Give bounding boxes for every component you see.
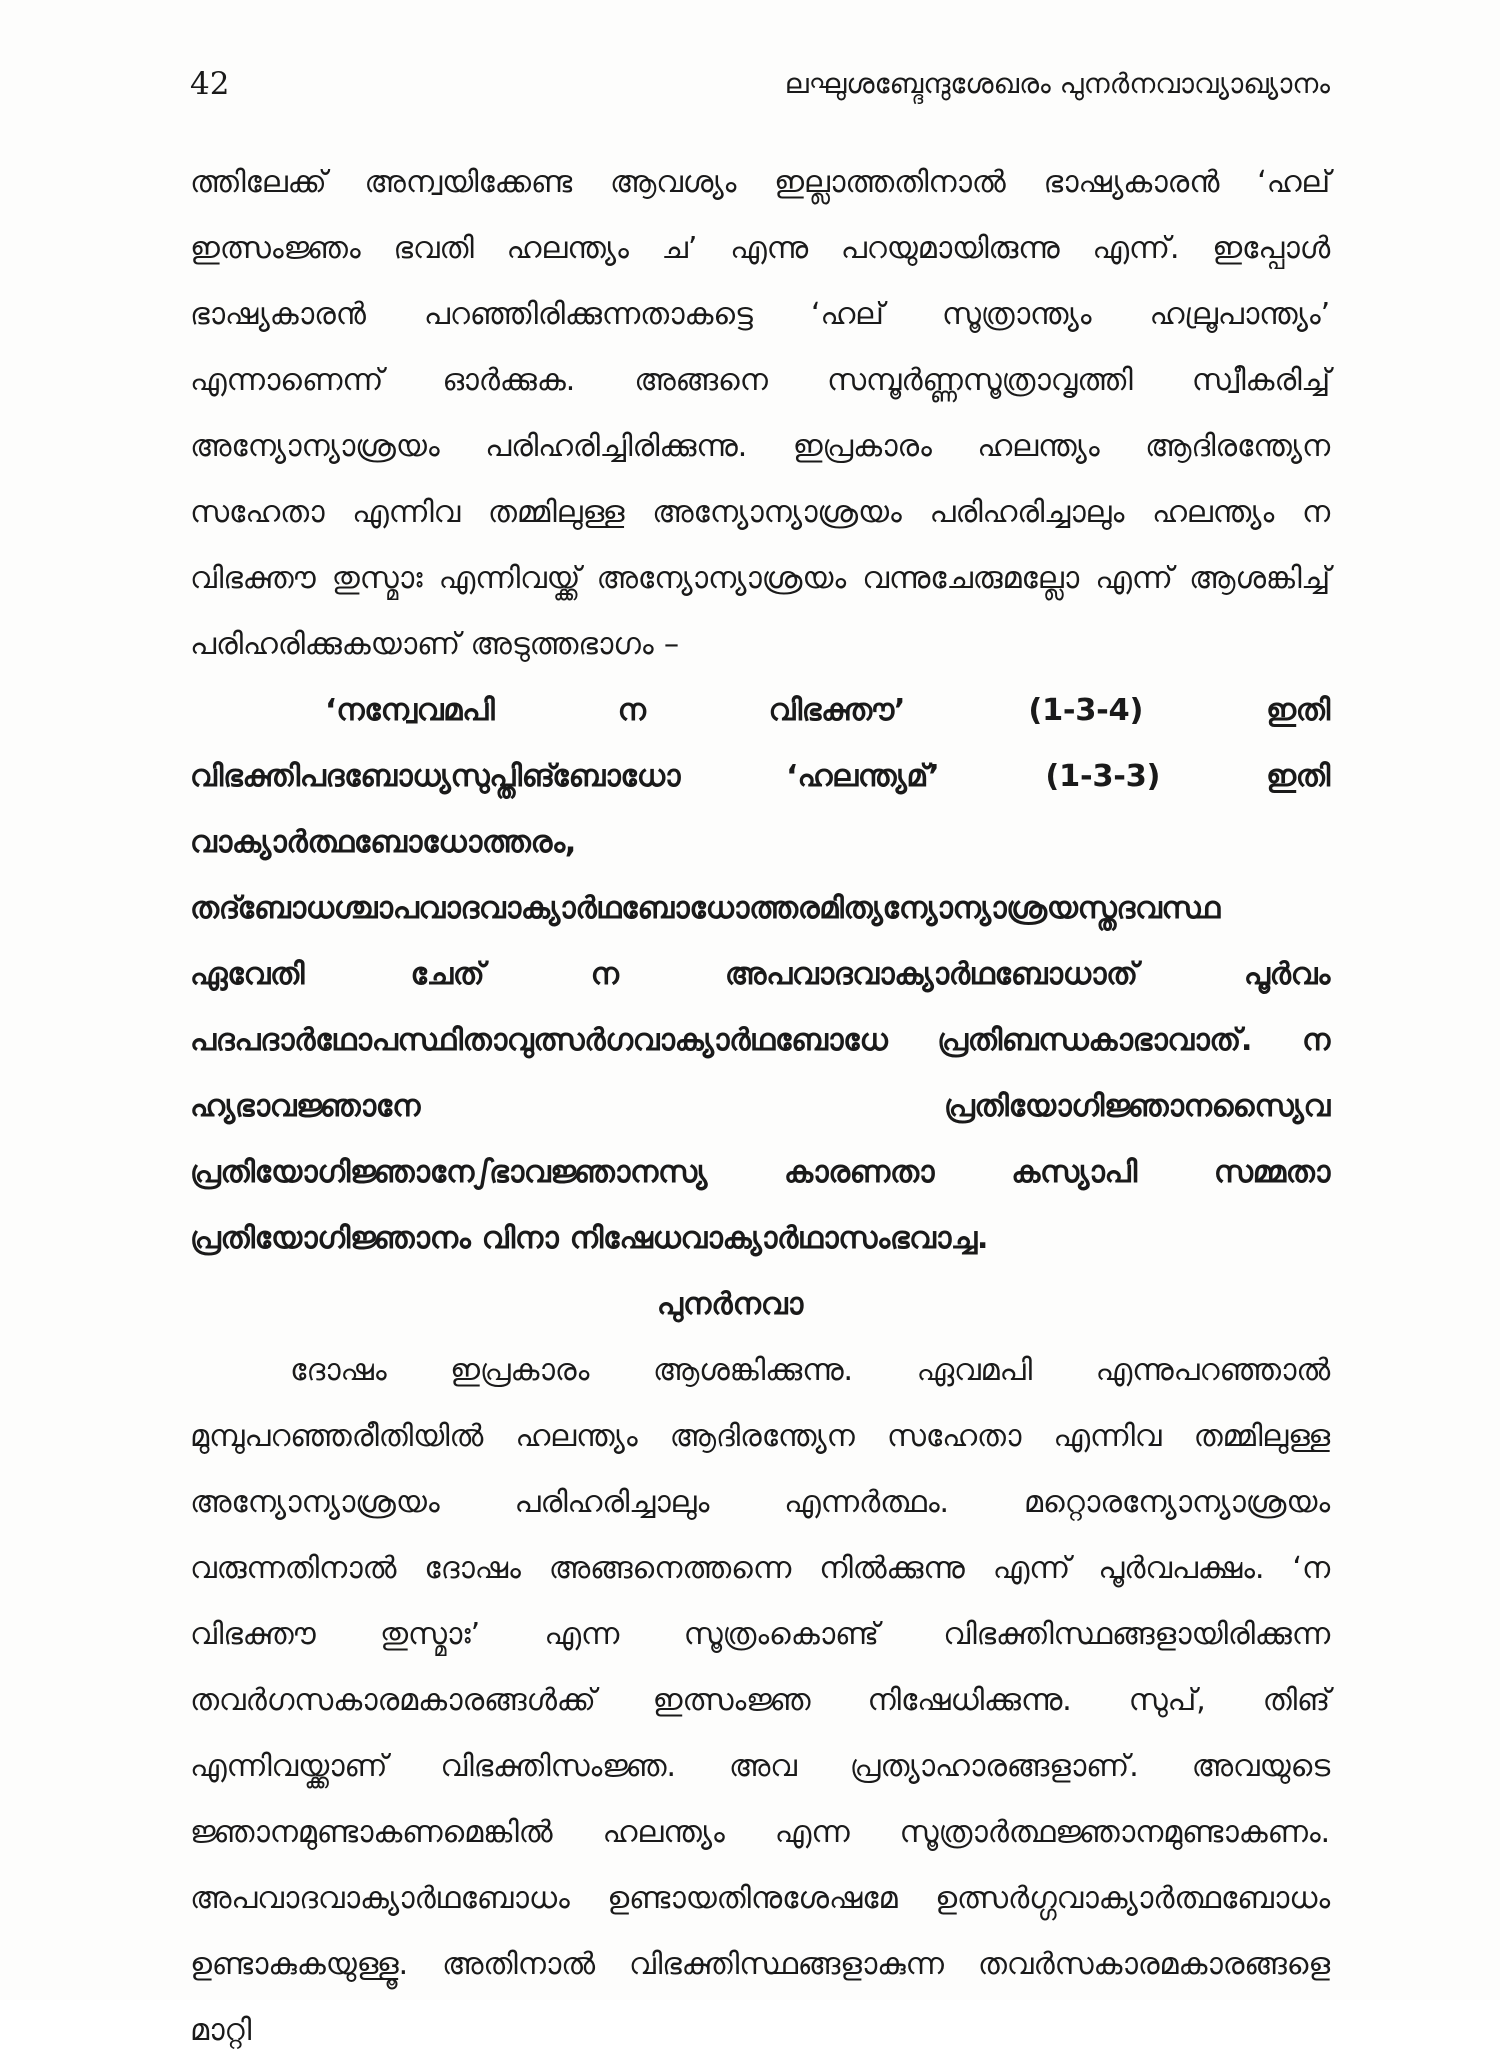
paragraph-commentary: ദോഷം ഇപ്രകാരം ആശങ്കിക്കുന്നു. ഏവമപി എന്നുപറഞ്ഞാൽ മുമ്പുപറഞ്ഞരീതിയിൽ ഹലന്ത്യം ആദിരന്ത്യേന സഹേതാ എന്നിവ തമ്മിലുള്ള അന്യോന്യാശ്രയം പരിഹരിച്ചാലും എന്നർത്ഥം. മറ്റൊരന്യോന്യാശ്രയം വരുന്നതിനാൽ ദോഷം അങ്ങനെത്തന്നെ നിൽക്കുന്നു എന്ന് പൂർവപക്ഷം. ‘ന വിഭക്തൗ തുസ്മാഃ’ എന്ന സൂത്രംകൊണ്ട് വിഭക്തിസ്ഥങ്ങളായിരിക്കുന്ന തവർഗസകാരമകാരങ്ങൾക്ക് ഇത്സംജ്ഞ നിഷേധിക്കുന്നു. സുപ്, തിങ് എന്നിവയ്ക്കാണ് വിഭക്തിസംജ്ഞ. അവ പ്രത്യാഹാരങ്ങളാണ്. അവയുടെ ജ്ഞാനമുണ്ടാകണമെങ്കിൽ ഹലന്ത്യം എന്ന സൂത്രാർത്ഥജ്ഞാനമുണ്ടാകണം. അപവാദവാക്യാർഥബോധം ഉണ്ടായതിനുശേഷമേ ഉത്സർഗ്ഗവാക്യാർത്ഥബോധം ഉണ്ടാകുകയുള്ളൂ. അതിനാൽ വിഭക്തിസ്ഥങ്ങളാകുന്ന തവർസകാരമകാരങ്ങളെ മാറ്റി	[190, 1353, 1330, 2048]
running-title: ലഘുശബ്ദേന്ദുശേഖരം പുനർനവാവ്യാഖ്യാനം	[784, 67, 1330, 100]
running-header	[190, 62, 1330, 112]
page-number: 42	[190, 66, 230, 102]
section-heading: പുനർനവാ	[656, 1287, 804, 1322]
body-text	[190, 150, 1330, 2064]
paragraph-commentary-continued: ത്തിലേക്ക് അന്വയിക്കേണ്ട ആവശ്യം ഇല്ലാത്തതിനാൽ ഭാഷ്യകാരൻ ‘ഹല് ഇത്സംജ്ഞം ഭവതി ഹലന്ത്യം ച’ എന്നു പറയുമായിരുന്നു എന്ന്. ഇപ്പോൾ ഭാഷ്യകാരൻ പറഞ്ഞിരിക്കുന്നതാകട്ടെ ‘ഹല് സൂത്രാന്ത്യം ഹല്രൂപാന്ത്യം’ എന്നാണെന്ന് ഓർക്കുക. അങ്ങനെ സമ്പൂർണ്ണസൂത്രാവൃത്തി സ്വീകരിച്ച് അന്യോന്യാശ്രയം പരിഹരിച്ചിരിക്കുന്നു. ഇപ്രകാരം ഹലന്ത്യം ആദിരന്ത്യേന സഹേതാ എന്നിവ തമ്മിലുള്ള അന്യോന്യാശ്രയം പരിഹരിച്ചാലും ഹലന്ത്യം ന വിഭക്തൗ തുസ്മാഃ എന്നിവയ്ക്ക് അന്യോന്യാശ്രയം വന്നുചേരുമല്ലോ എന്ന് ആശങ്കിച്ച് പരിഹരിക്കുകയാണ് അടുത്തഭാഗം –	[190, 165, 1330, 662]
paragraph-sanskrit-text: ‘നന്വേവമപി ന വിഭക്തൗ’ (1-3-4) ഇതി വിഭക്തിപദബോധ്യസുപ്തിങ്ബോധോ ‘ഹലന്ത്യമ്’ (1-3-3) ഇതി വാക്യാർത്ഥബോധോത്തരം, തദ്ബോധശ്ചാപവാദവാക്യാർഥബോധോത്തരമിത്യന്യോന്യാശ്രയസ്തദവസ്ഥ ഏവേതി ചേത് ന അപവാദവാക്യാർഥബോധാത് പൂർവം പദപദാർഥോപസ്ഥിതാവുത്സർഗവാക്യാർഥബോധേ പ്രതിബന്ധകാഭാവാത്. ന ഹ്യഭാവജ്ഞാനേ പ്രതിയോഗിജ്ഞാനസ്യൈവ പ്രതിയോഗിജ്ഞാനേഽഭാവജ്ഞാനസ്യ കാരണതാ കസ്യാപി സമ്മതാ പ്രതിയോഗിജ്ഞാനം വിനാ നിഷേധവാക്യാർഥാസംഭവാച്ച.	[190, 693, 1330, 1256]
